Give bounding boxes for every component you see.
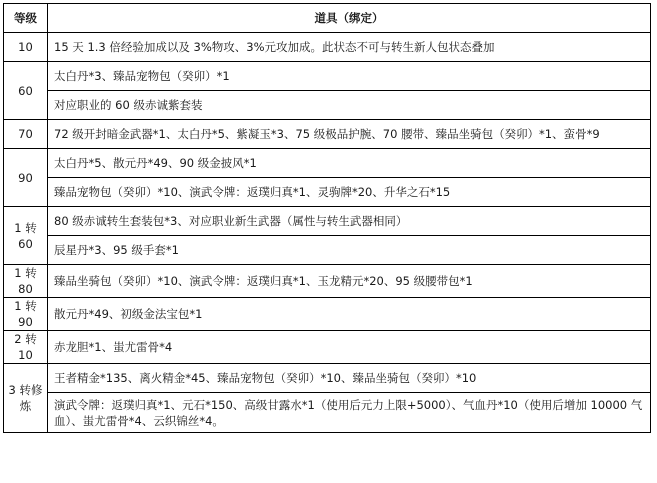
level-cell: 10: [4, 33, 48, 62]
level-cell: 1 转 60: [4, 207, 48, 265]
table-row: [4, 178, 651, 207]
reward-table: [3, 3, 651, 433]
items-cell: 散元丹*49、初级金法宝包*1: [48, 298, 651, 331]
items-cell: 臻品坐骑包（癸卯）*10、演武令牌：返璞归真*1、玉龙精元*20、95 级腰带包*1: [48, 265, 651, 298]
table-row: [4, 120, 651, 149]
level-cell: 2 转 10: [4, 331, 48, 364]
table-row: [4, 393, 651, 433]
items-cell: 太白丹*5、散元丹*49、90 级金披风*1: [48, 149, 651, 178]
items-cell: 辰星丹*3、95 级手套*1: [48, 236, 651, 265]
level-cell: 1 转 90: [4, 298, 48, 331]
items-cell: 太白丹*3、臻品宠物包（癸卯）*1: [48, 62, 651, 91]
items-cell: 王者精金*135、离火精金*45、臻品宠物包（癸卯）*10、臻品坐骑包（癸卯）*10: [48, 364, 651, 393]
items-cell: 臻品宠物包（癸卯）*10、演武令牌：返璞归真*1、灵驹牌*20、升华之石*15: [48, 178, 651, 207]
table-row: [4, 236, 651, 265]
table-header-row: [4, 4, 651, 33]
items-cell: 对应职业的 60 级赤诚紫套装: [48, 91, 651, 120]
table-row: [4, 207, 651, 236]
level-cell: 3 转修炼: [4, 364, 48, 433]
header-items: 道具（绑定）: [48, 4, 651, 33]
items-cell: 演武令牌：返璞归真*1、元石*150、高级甘露水*1（使用后元力上限+5000）、气血丹*10（使用后增加 10000 气血）、蚩尤雷骨*4、云织锦丝*4。: [48, 393, 651, 433]
items-cell: 72 级开封暗金武器*1、太白丹*5、紫凝玉*3、75 级极品护腕、70 腰带、臻品坐骑包（癸卯）*1、蛮骨*9: [48, 120, 651, 149]
level-cell: 1 转 80: [4, 265, 48, 298]
items-cell: 赤龙胆*1、蚩尤雷骨*4: [48, 331, 651, 364]
table-row: [4, 149, 651, 178]
table-row: [4, 62, 651, 91]
table-row: [4, 33, 651, 62]
table-row: [4, 91, 651, 120]
table-row: [4, 331, 651, 364]
items-cell: 80 级赤诚转生套装包*3、对应职业新生武器（属性与转生武器相同）: [48, 207, 651, 236]
table-row: [4, 265, 651, 298]
header-level: 等级: [4, 4, 48, 33]
items-cell: 15 天 1.3 倍经验加成以及 3%物攻、3%元攻加成。此状态不可与转生新人包状态叠加: [48, 33, 651, 62]
level-cell: 90: [4, 149, 48, 207]
level-cell: 60: [4, 62, 48, 120]
level-cell: 70: [4, 120, 48, 149]
table-row: [4, 298, 651, 331]
table-row: [4, 364, 651, 393]
